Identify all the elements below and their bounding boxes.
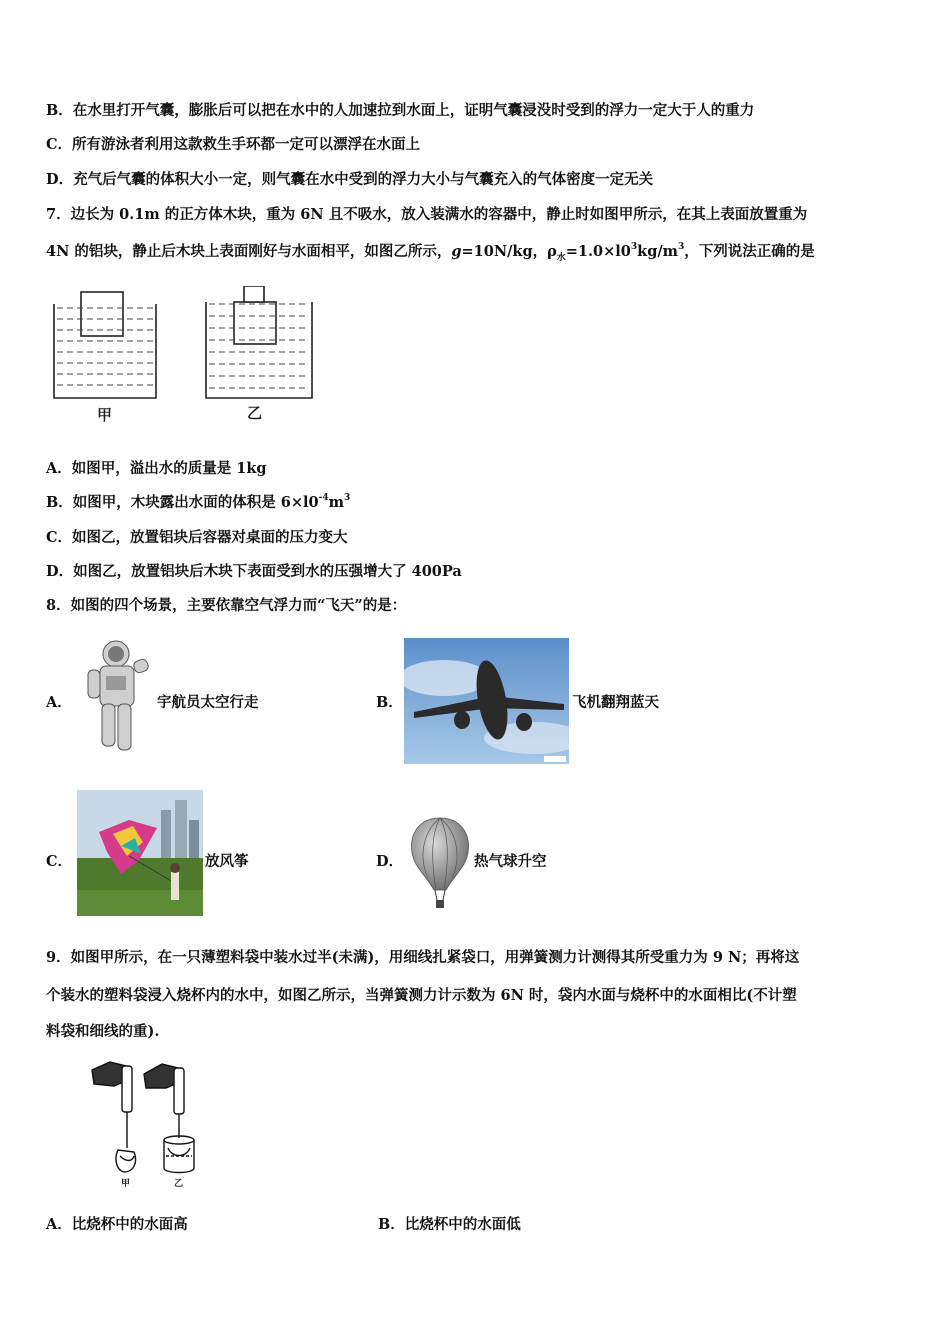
q7-figure-label-yi: 乙 <box>247 404 263 422</box>
q8-option-c-label: C． <box>46 853 73 870</box>
q7-option-d: D．如图乙，放置铝块后木块下表面受到水的压强增大了 400Pa <box>46 563 462 580</box>
q8-option-a-caption: 宇航员太空行走 <box>157 694 259 711</box>
q6-option-c: C．所有游泳者利用这款救生手环都一定可以漂浮在水面上 <box>46 136 421 153</box>
q7-stem-line1: 7．边长为 0.1m 的正方体木块，重为 6N 且不吸水，放入装满水的容器中，静止时如图甲所示，在其上表面放置重为 <box>46 206 808 223</box>
q8-option-b-label: B． <box>376 694 403 711</box>
q8-option-c-caption: 放风筝 <box>205 853 249 870</box>
q9-spring-scale-figure <box>88 1058 198 1190</box>
astronaut-image <box>82 636 154 760</box>
q6-option-b: B．在水里打开气囊，膨胀后可以把在水中的人加速拉到水面上，证明气囊浸没时受到的浮力一定大于人的重力 <box>46 102 755 119</box>
q9-stem-line3: 料袋和细线的重). <box>46 1023 160 1040</box>
kite-image <box>77 790 203 916</box>
q7-stem-line2: 4N 的铝块，静止后木块上表面刚好与水面相平，如图乙所示，g=10N/kg，$\rho_水=1.0\times l0^3kg/m^3$，下列说法正确的是 <box>46 242 815 263</box>
hot-air-balloon-image <box>406 816 474 912</box>
q9-figure-label-jia: 甲 <box>121 1179 131 1189</box>
q8-option-d-caption: 热气球升空 <box>474 853 547 870</box>
airplane-image <box>404 638 569 764</box>
q7-figure-label-jia: 甲 <box>97 406 113 424</box>
q7-option-c: C．如图乙，放置铝块后容器对桌面的压力变大 <box>46 529 348 546</box>
q7-figure-yi <box>200 286 320 426</box>
q8-option-b-caption: 飞机翻翔蓝天 <box>572 694 659 711</box>
q8-option-d-label: D． <box>376 853 404 870</box>
q7-option-b: B．如图甲，木块露出水面的体积是 $6\times l0^{-4}m^3$ <box>46 493 351 511</box>
q9-option-a: A．比烧杯中的水面高 <box>46 1216 188 1233</box>
q7-option-a: A．如图甲，溢出水的质量是 1kg <box>46 460 267 477</box>
q8-option-a-label: A． <box>46 694 72 711</box>
q9-option-b: B．比烧杯中的水面低 <box>378 1216 521 1233</box>
q7-figure-jia <box>48 286 168 426</box>
q9-stem-line2: 个装水的塑料袋浸入烧杯内的水中，如图乙所示，当弹簧测力计示数为 6N 时，袋内水面与烧杯中的水面相比(不计塑 <box>46 987 797 1004</box>
q8-stem: 8．如图的四个场景，主要依靠空气浮力而“飞天”的是： <box>46 597 407 614</box>
q6-option-d: D．充气后气囊的体积大小一定，则气囊在水中受到的浮力大小与气囊充入的气体密度一定无关 <box>46 171 654 188</box>
q9-figure-label-yi: 乙 <box>174 1179 184 1189</box>
q9-stem-line1: 9．如图甲所示，在一只薄塑料袋中装水过半(未满)，用细线扎紧袋口，用弹簧测力计测得其所受重力为 9 N；再将这 <box>46 949 800 966</box>
